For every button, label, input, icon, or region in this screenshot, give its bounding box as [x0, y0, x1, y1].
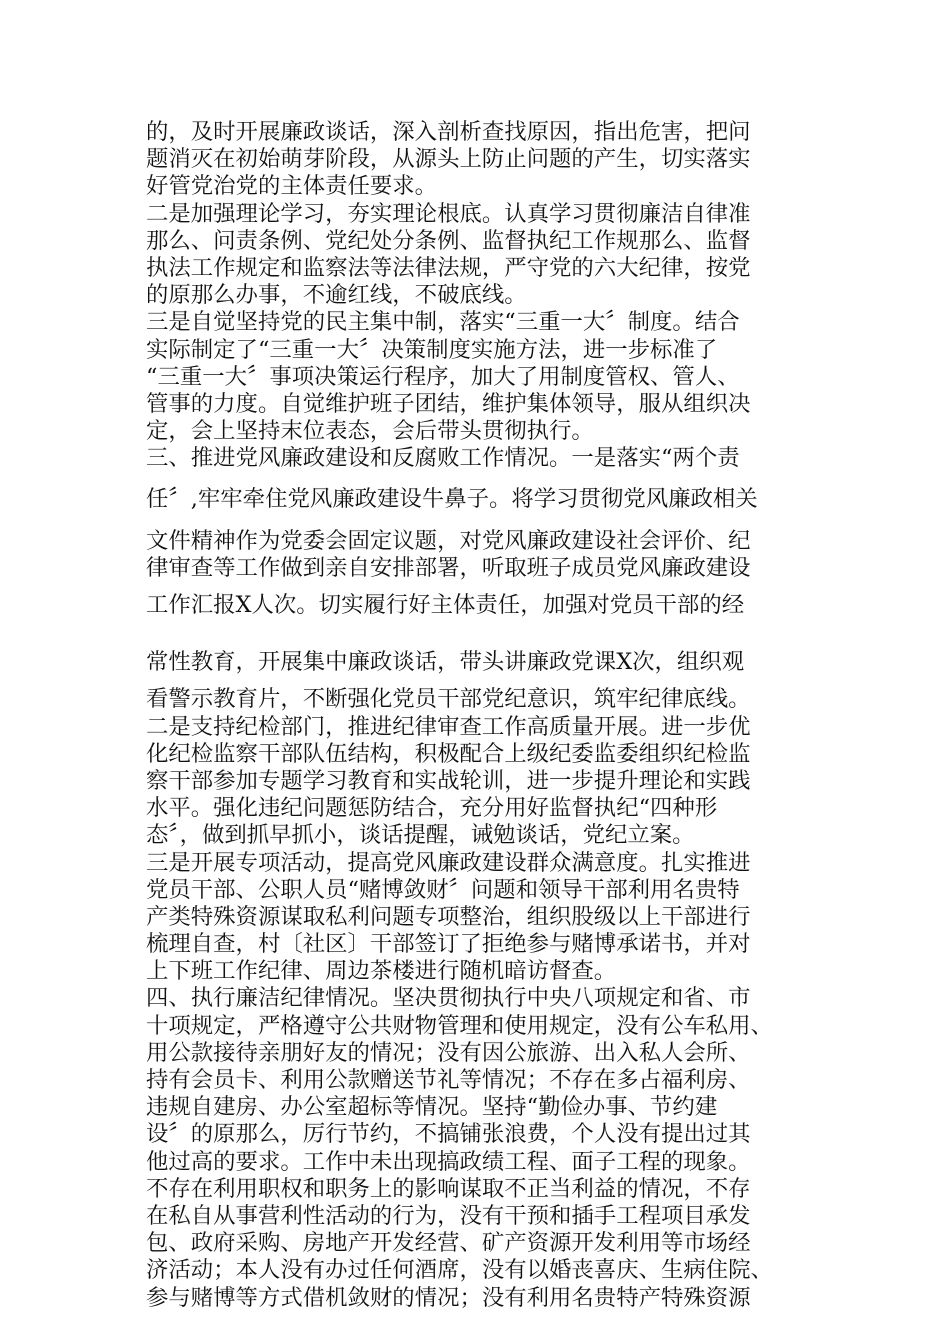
text-line: 态〞，做到抓早抓小，谈话提醒，诫勉谈话，党纪立案。 [146, 822, 695, 849]
text-line: 三、推进党风廉政建设和反腐败工作情况。一是落实“两个责 [146, 445, 740, 472]
text-line: 看警示教育片，不断强化党员干部党纪意识，筑牢纪律底线。 [146, 686, 751, 713]
text-line: 他过高的要求。工作中未出现搞政绩工程、面子工程的现象。 [146, 1148, 751, 1175]
text-line: 梳理自查，村〔社区〕干部签订了拒绝参与赌博承诺书，并对 [146, 931, 751, 958]
text-line: 管事的力度。自觉维护班子团结，维护集体领导，服从组织决 [146, 390, 751, 417]
text-line: 律审查等工作做到亲自安排部署，听取班子成员党风廉政建设 [146, 554, 751, 581]
text-line: 好管党治党的主体责任要求。 [146, 173, 438, 200]
text-line: 三是自觉坚持党的民主集中制，落实“三重一大〞制度。结合 [146, 309, 740, 336]
text-line: 在私自从事营利性活动的行为，没有干预和插手工程项目承发 [146, 1202, 751, 1229]
text-line: 常性教育，开展集中廉政谈话，带头讲廉政党课X次，组织观 [146, 649, 745, 676]
text-line: 包、政府采购、房地产开发经营、矿产资源开发利用等市场经 [146, 1230, 751, 1257]
text-line: 设〞的原那么，厉行节约，不搞铺张浪费，个人没有提出过其 [146, 1121, 751, 1148]
text-line: 那么、问责条例、党纪处分条例、监督执纪工作规那么、监督 [146, 227, 751, 254]
text-line: 参与赌博等方式借机敛财的情况；没有利用名贵特产特殊资源 [146, 1284, 751, 1311]
text-line: 题消灭在初始萌芽阶段，从源头上防止问题的产生，切实落实 [146, 146, 751, 173]
text-line: 济活动；本人没有办过任何酒席，没有以婚丧喜庆、生病住院、 [146, 1257, 773, 1284]
text-line: 党员干部、公职人员“赌博敛财〞问题和领导干部利用名贵特 [146, 876, 740, 903]
text-line: 实际制定了“三重一大〞决策制度实施方法，进一步标准了 [146, 336, 718, 363]
text-line: 用公款接待亲朋好友的情况；没有因公旅游、出入私人会所、 [146, 1039, 751, 1066]
text-line: 十项规定，严格遵守公共财物管理和使用规定，没有公车私用、 [146, 1012, 773, 1039]
text-line: 二是加强理论学习，夯实理论根底。认真学习贯彻廉洁自律准 [146, 200, 751, 227]
text-line: 持有会员卡、利用公款赠送节礼等情况；不存在多占福利房、 [146, 1067, 751, 1093]
text-line: 工作汇报X人次。切实履行好主体责任，加强对党员干部的经 [146, 592, 745, 618]
text-line: “三重一大〞事项决策运行程序，加大了用制度管权、管人、 [146, 363, 740, 390]
text-line: 任〞,牢牢牵住党风廉政建设牛鼻子。将学习贯彻党风廉政相关 [146, 486, 758, 513]
text-line: 文件精神作为党委会固定议题，对党风廉政建设社会评价、纪 [146, 527, 751, 554]
text-line: 产类特殊资源谋取私利问题专项整治，组织股级以上干部进行 [146, 903, 751, 930]
text-line: 二是支持纪检部门，推进纪律审查工作高质量开展。进一步优 [146, 713, 751, 740]
text-line: 上下班工作纪律、周边茶楼进行随机暗访督查。 [146, 958, 617, 985]
text-line: 的，及时开展廉政谈话，深入剖析查找原因，指出危害，把问 [146, 119, 751, 145]
text-line: 四、执行廉洁纪律情况。坚决贯彻执行中央八项规定和省、市 [146, 985, 751, 1012]
text-line: 化纪检监察干部队伍结构，积极配合上级纪委监委组织纪检监 [146, 740, 751, 767]
text-line: 水平。强化违纪问题惩防结合，充分用好监督执纪“四种形 [146, 795, 718, 822]
text-line: 察干部参加专题学习教育和实战轮训，进一步提升理论和实践 [146, 767, 751, 794]
text-line: 执法工作规定和监察法等法律法规，严守党的六大纪律，按党 [146, 254, 751, 281]
text-line: 不存在利用职权和职务上的影响谋取不正当利益的情况，不存 [146, 1175, 751, 1202]
text-line: 定，会上坚持末位表态，会后带头贯彻执行。 [146, 418, 594, 445]
document-body [146, 119, 826, 1312]
text-line: 三是开展专项活动，提高党风廉政建设群众满意度。扎实推进 [146, 849, 751, 876]
text-line: 违规自建房、办公室超标等情况。坚持“勤俭办事、节约建 [146, 1094, 718, 1121]
text-line: 的原那么办事，不逾红线，不破底线。 [146, 282, 527, 309]
